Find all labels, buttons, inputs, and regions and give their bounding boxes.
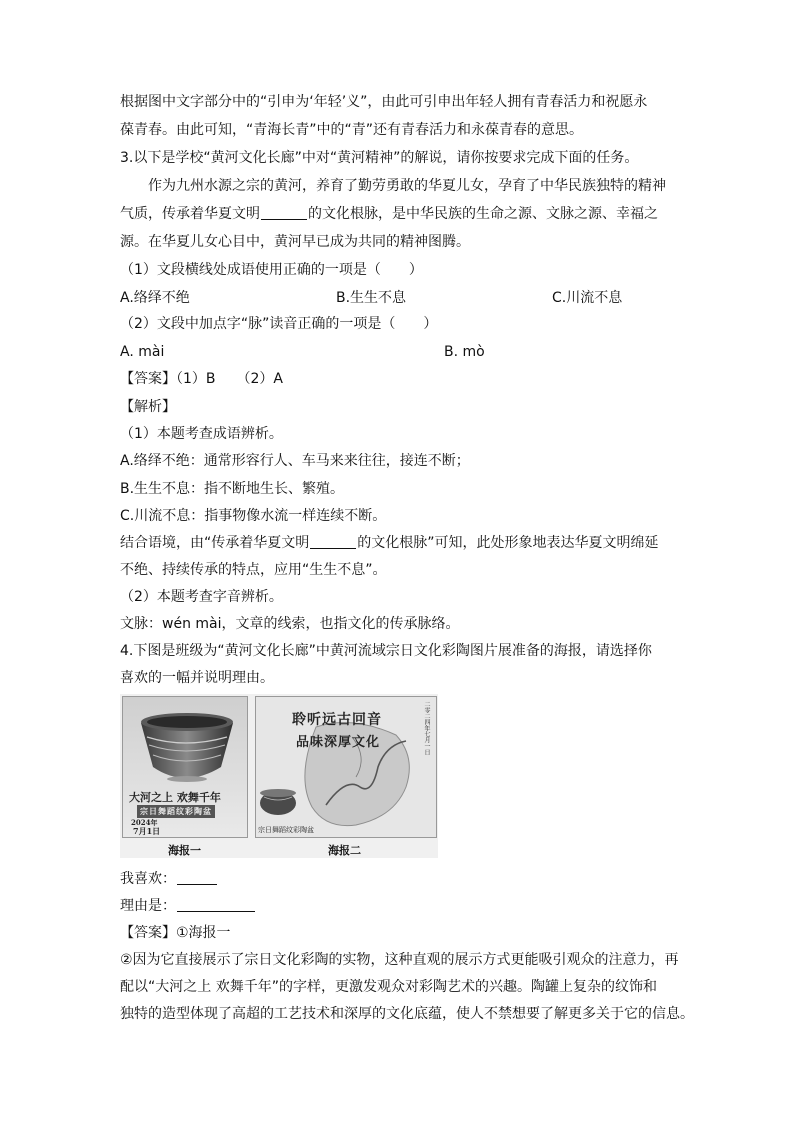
poster-one-caption: 海报一 — [168, 844, 201, 857]
fill-blank — [310, 534, 356, 549]
option-b: B.生生不息 — [336, 290, 407, 306]
analysis-line: A.络绎不绝：通常形容行人、车马来来往往，接连不断； — [120, 453, 470, 469]
text-line: 葆青春。由此可知，“青海长青”中的“青”还有青春活力和永葆青春的意思。 — [120, 122, 584, 138]
passage-line: 作为九州水源之宗的黄河，养育了勤劳勇敢的华夏儿女，孕育了中华民族独特的精神 — [148, 178, 666, 194]
sub-question-2: （2）文段中加点字“脉”读音正确的一项是（ ） — [120, 316, 438, 332]
analysis-line: （1）本题考查成语辨析。 — [120, 426, 283, 442]
answer-blank — [177, 870, 217, 885]
reason-label: 理由是： — [120, 898, 176, 914]
poster-one-date: 7月1日 — [133, 826, 161, 836]
poster-two-line-2: 品味深厚文化 — [296, 735, 381, 750]
option-c: C.川流不息 — [552, 290, 623, 306]
analysis-line — [120, 533, 659, 553]
answer-blank — [177, 897, 255, 912]
poster-one — [122, 696, 248, 838]
poster-two-date: 二零二四年七月一日 — [423, 701, 430, 755]
question-4-stem: 喜欢的一幅并说明理由。 — [120, 670, 274, 686]
question-4-stem: 4.下图是班级为“黄河文化长廊”中黄河流域宗日文化彩陶图片展准备的海报，请选择你 — [120, 643, 652, 659]
passage-text: 气质，传承着华夏文明 — [120, 206, 260, 222]
answer-line: 【答案】①海报一 — [120, 925, 231, 941]
fill-blank — [261, 205, 307, 220]
passage-line — [120, 204, 658, 224]
analysis-heading: 【解析】 — [120, 399, 176, 415]
posters-image — [120, 694, 438, 858]
text-line: 根据图中文字部分中的“引申为‘年轻’义”，由此可引申出年轻人拥有青春活力和祝愿永 — [120, 94, 648, 110]
poster-one-subtitle: 宗日舞蹈纹彩陶盆 — [137, 805, 215, 818]
analysis-line: B.生生不息：指不断地生长、繁殖。 — [120, 481, 345, 497]
i-like-label: 我喜欢： — [120, 871, 176, 887]
analysis-line: 不绝、持续传承的特点，应用“生生不息”。 — [120, 562, 387, 578]
i-like-line — [120, 869, 218, 889]
passage-text: 的文化根脉，是中华民族的生命之源、文脉之源、幸福之 — [308, 206, 658, 222]
reason-line — [120, 896, 256, 916]
analysis-line: 文脉：wén mài，文章的线索，也指文化的传承脉络。 — [120, 616, 460, 632]
passage-line: 源。在华夏儿女心目中，黄河早已成为共同的精神图腾。 — [120, 234, 470, 250]
poster-two-line-1: 聆听远古回音 — [292, 712, 382, 728]
option-a: A.络绎不绝 — [120, 290, 190, 306]
poster-one-year: 2024年 — [131, 818, 158, 827]
analysis-line: C.川流不息：指事物像水流一样连续不断。 — [120, 508, 387, 524]
answer-line: 配以“大河之上 欢舞千年”的字样，更激发观众对彩陶艺术的兴趣。陶罐上复杂的纹饰和 — [120, 979, 657, 995]
option-b: B. mò — [444, 344, 485, 360]
analysis-line: （2）本题考查字音辨析。 — [120, 589, 283, 605]
poster-two-label: 宗日舞蹈纹彩陶盆 — [258, 826, 314, 834]
analysis-text: 的文化根脉”可知，此处形象地表达华夏文明绵延 — [357, 535, 659, 551]
analysis-text: 结合语境，由“传承着华夏文明 — [120, 535, 310, 551]
answer-line: 【答案】（1）B （2）A — [120, 371, 283, 387]
poster-two — [255, 696, 437, 838]
answer-line: ②因为它直接展示了宗日文化彩陶的实物，这种直观的展示方式更能吸引观众的注意力，再 — [120, 952, 679, 968]
poster-one-title: 大河之上 欢舞千年 — [129, 791, 221, 804]
answer-line: 独特的造型体现了高超的工艺技术和深厚的文化底蕴，使人不禁想要了解更多关于它的信息。 — [120, 1006, 694, 1022]
question-3-stem: 3.以下是学校“黄河文化长廊”中对“黄河精神”的解说，请你按要求完成下面的任务。 — [120, 150, 639, 166]
sub-question-1: （1）文段横线处成语使用正确的一项是（ ） — [120, 262, 423, 278]
poster-two-caption: 海报二 — [328, 844, 361, 857]
option-a: A. mài — [120, 344, 165, 360]
